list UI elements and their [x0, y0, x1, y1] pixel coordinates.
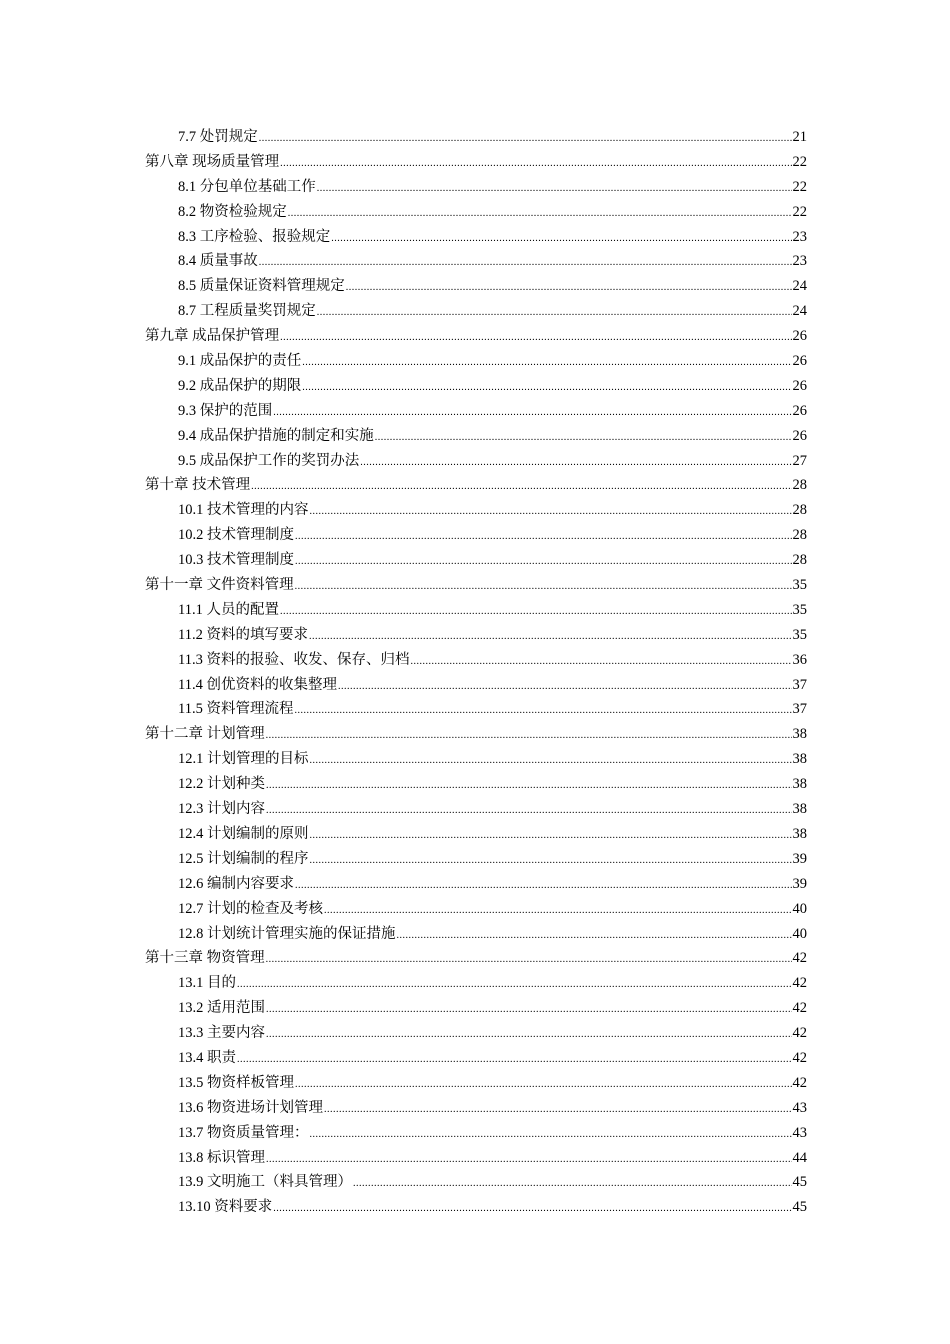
toc-section-entry[interactable] [145, 796, 807, 821]
toc-section-entry[interactable] [145, 970, 807, 995]
toc-entry-page-number: 45 [792, 1174, 807, 1191]
toc-entry-page-number: 38 [792, 726, 807, 743]
toc-dot-leader [310, 1120, 792, 1145]
toc-section-entry[interactable] [145, 298, 807, 323]
toc-entry-page-number: 28 [792, 477, 807, 494]
toc-entry-page-number: 35 [792, 626, 807, 643]
toc-section-entry[interactable] [145, 921, 807, 946]
toc-entry-page-number: 24 [792, 303, 807, 320]
toc-dot-leader [331, 224, 791, 249]
toc-section-entry[interactable] [145, 224, 807, 249]
toc-dot-leader [273, 1194, 791, 1219]
toc-dot-leader [310, 497, 792, 522]
toc-entry-page-number: 42 [792, 1000, 807, 1017]
toc-section-entry[interactable] [145, 1145, 807, 1170]
toc-entry-page-number: 36 [792, 651, 807, 668]
toc-entry-page-number: 42 [792, 1074, 807, 1091]
toc-entry-title: 12.1 计划管理的目标 [178, 751, 309, 768]
toc-dot-leader [266, 1020, 792, 1045]
toc-section-entry[interactable] [145, 1070, 807, 1095]
toc-entry-page-number: 45 [792, 1199, 807, 1216]
toc-entry-title: 12.2 计划种类 [178, 776, 265, 793]
toc-dot-leader [266, 995, 792, 1020]
toc-entry-title: 13.9 文明施工（料具管理） [178, 1174, 352, 1191]
table-of-contents [145, 124, 807, 1219]
toc-entry-title: 11.4 创优资料的收集整理 [178, 676, 337, 693]
toc-section-entry[interactable] [145, 1169, 807, 1194]
toc-section-entry[interactable] [145, 348, 807, 373]
toc-section-entry[interactable] [145, 1095, 807, 1120]
toc-entry-title: 9.2 成品保护的期限 [178, 377, 302, 394]
toc-entry-page-number: 38 [792, 825, 807, 842]
toc-entry-title: 第十三章 物资管理 [145, 950, 265, 967]
toc-section-entry[interactable] [145, 199, 807, 224]
toc-entry-title: 9.4 成品保护措施的制定和实施 [178, 427, 374, 444]
toc-entry-page-number: 23 [792, 228, 807, 245]
toc-section-entry[interactable] [145, 547, 807, 572]
toc-section-entry[interactable] [145, 423, 807, 448]
toc-chapter-entry[interactable] [145, 721, 807, 746]
toc-entry-page-number: 22 [792, 153, 807, 170]
toc-dot-leader [266, 796, 792, 821]
toc-entry-page-number: 24 [792, 278, 807, 295]
toc-section-entry[interactable] [145, 1120, 807, 1145]
toc-entry-title: 12.6 编制内容要求 [178, 875, 294, 892]
toc-entry-title: 9.5 成品保护工作的奖罚办法 [178, 452, 360, 469]
toc-entry-title: 12.5 计划编制的程序 [178, 850, 309, 867]
toc-entry-title: 12.4 计划编制的原则 [178, 825, 309, 842]
toc-entry-title: 第十二章 计划管理 [145, 726, 265, 743]
toc-chapter-entry[interactable] [145, 323, 807, 348]
toc-entry-title: 第十章 技术管理 [145, 477, 251, 494]
toc-entry-page-number: 22 [792, 203, 807, 220]
toc-entry-title: 第八章 现场质量管理 [145, 153, 280, 170]
toc-entry-title: 13.4 职责 [178, 1049, 236, 1066]
toc-entry-page-number: 26 [792, 402, 807, 419]
toc-entry-page-number: 26 [792, 377, 807, 394]
toc-entry-page-number: 37 [792, 701, 807, 718]
toc-section-entry[interactable] [145, 696, 807, 721]
toc-entry-page-number: 42 [792, 950, 807, 967]
toc-section-entry[interactable] [145, 1020, 807, 1045]
toc-section-entry[interactable] [145, 522, 807, 547]
toc-entry-page-number: 37 [792, 676, 807, 693]
toc-entry-page-number: 35 [792, 577, 807, 594]
toc-entry-title: 13.6 物资进场计划管理 [178, 1099, 323, 1116]
toc-entry-title: 10.3 技术管理制度 [178, 552, 294, 569]
toc-dot-leader [273, 398, 791, 423]
toc-section-entry[interactable] [145, 448, 807, 473]
toc-dot-leader [237, 970, 792, 995]
toc-dot-leader [295, 871, 792, 896]
toc-dot-leader [295, 572, 792, 597]
toc-section-entry[interactable] [145, 896, 807, 921]
toc-dot-leader [280, 597, 792, 622]
toc-section-entry[interactable] [145, 373, 807, 398]
toc-dot-leader [302, 348, 791, 373]
toc-dot-leader [324, 896, 792, 921]
toc-dot-leader [280, 323, 791, 348]
toc-dot-leader [237, 1045, 792, 1070]
toc-dot-leader [259, 248, 792, 273]
toc-dot-leader [317, 298, 792, 323]
toc-entry-page-number: 38 [792, 776, 807, 793]
toc-dot-leader [266, 771, 792, 796]
toc-dot-leader [266, 721, 792, 746]
toc-dot-leader [259, 124, 792, 149]
toc-entry-title: 12.8 计划统计管理实施的保证措施 [178, 925, 396, 942]
toc-section-entry[interactable] [145, 995, 807, 1020]
toc-entry-title: 8.5 质量保证资料管理规定 [178, 278, 345, 295]
toc-entry-title: 9.3 保护的范围 [178, 402, 273, 419]
toc-entry-page-number: 26 [792, 353, 807, 370]
toc-entry-title: 13.10 资料要求 [178, 1199, 273, 1216]
toc-entry-title: 8.3 工序检验、报验规定 [178, 228, 331, 245]
toc-section-entry[interactable] [145, 174, 807, 199]
toc-section-entry[interactable] [145, 821, 807, 846]
toc-section-entry[interactable] [145, 871, 807, 896]
toc-dot-leader [295, 547, 792, 572]
toc-entry-title: 8.7 工程质量奖罚规定 [178, 303, 316, 320]
toc-dot-leader [310, 821, 792, 846]
toc-entry-page-number: 28 [792, 502, 807, 519]
toc-chapter-entry[interactable] [145, 945, 807, 970]
toc-entry-page-number: 42 [792, 1025, 807, 1042]
toc-entry-title: 9.1 成品保护的责任 [178, 353, 302, 370]
toc-entry-page-number: 27 [792, 452, 807, 469]
toc-section-entry[interactable] [145, 248, 807, 273]
toc-dot-leader [397, 921, 792, 946]
toc-dot-leader [353, 1169, 792, 1194]
toc-entry-page-number: 38 [792, 801, 807, 818]
toc-entry-page-number: 23 [792, 253, 807, 270]
toc-dot-leader [295, 1070, 792, 1095]
toc-section-entry[interactable] [145, 273, 807, 298]
toc-entry-page-number: 40 [792, 925, 807, 942]
toc-entry-page-number: 42 [792, 1049, 807, 1066]
toc-dot-leader [294, 696, 791, 721]
toc-dot-leader [310, 846, 792, 871]
toc-entry-page-number: 35 [792, 601, 807, 618]
toc-entry-title: 10.2 技术管理制度 [178, 527, 294, 544]
toc-entry-title: 12.3 计划内容 [178, 801, 265, 818]
toc-entry-title: 第九章 成品保护管理 [145, 328, 280, 345]
toc-dot-leader [309, 622, 792, 647]
toc-section-entry[interactable] [145, 771, 807, 796]
toc-dot-leader [280, 149, 791, 174]
toc-entry-title: 13.8 标识管理 [178, 1149, 265, 1166]
toc-dot-leader [251, 472, 791, 497]
toc-entry-title: 8.2 物资检验规定 [178, 203, 287, 220]
toc-entry-page-number: 21 [792, 129, 807, 145]
toc-section-entry[interactable] [145, 124, 807, 149]
toc-dot-leader [266, 1145, 792, 1170]
toc-entry-title: 13.1 目的 [178, 975, 236, 992]
toc-entry-title: 第十一章 文件资料管理 [145, 577, 294, 594]
toc-dot-leader [288, 199, 792, 224]
toc-dot-leader [346, 273, 792, 298]
toc-section-entry[interactable] [145, 672, 807, 697]
toc-section-entry[interactable] [145, 1045, 807, 1070]
toc-entry-title: 11.1 人员的配置 [178, 601, 279, 618]
toc-dot-leader [266, 945, 792, 970]
toc-dot-leader [295, 522, 792, 547]
toc-entry-title: 11.3 资料的报验、收发、保存、归档 [178, 651, 410, 668]
toc-entry-title: 8.4 质量事故 [178, 253, 258, 270]
toc-dot-leader [324, 1095, 792, 1120]
toc-chapter-entry[interactable] [145, 572, 807, 597]
toc-entry-title: 7.7 处罚规定 [178, 129, 258, 145]
toc-section-entry[interactable] [145, 746, 807, 771]
toc-entry-page-number: 42 [792, 975, 807, 992]
toc-entry-title: 13.3 主要内容 [178, 1025, 265, 1042]
toc-section-entry[interactable] [145, 647, 807, 672]
toc-entry-page-number: 28 [792, 527, 807, 544]
toc-section-entry[interactable] [145, 597, 807, 622]
toc-chapter-entry[interactable] [145, 149, 807, 174]
toc-section-entry[interactable] [145, 622, 807, 647]
toc-entry-page-number: 38 [792, 751, 807, 768]
toc-entry-title: 13.5 物资样板管理 [178, 1074, 294, 1091]
toc-dot-leader [338, 672, 792, 697]
toc-entry-page-number: 43 [792, 1099, 807, 1116]
toc-entry-page-number: 26 [792, 427, 807, 444]
toc-entry-title: 11.2 资料的填写要求 [178, 626, 308, 643]
toc-entry-page-number: 44 [792, 1149, 807, 1166]
toc-entry-title: 10.1 技术管理的内容 [178, 502, 309, 519]
toc-entry-page-number: 40 [792, 900, 807, 917]
toc-entry-page-number: 22 [792, 178, 807, 195]
toc-dot-leader [375, 423, 792, 448]
toc-section-entry[interactable] [145, 1194, 807, 1219]
toc-entry-page-number: 28 [792, 552, 807, 569]
toc-entry-title: 11.5 资料管理流程 [178, 701, 294, 718]
toc-dot-leader [410, 647, 791, 672]
toc-dot-leader [360, 448, 791, 473]
toc-dot-leader [317, 174, 792, 199]
toc-dot-leader [302, 373, 791, 398]
toc-entry-page-number: 39 [792, 850, 807, 867]
toc-entry-title: 12.7 计划的检查及考核 [178, 900, 323, 917]
toc-dot-leader [310, 746, 792, 771]
toc-entry-page-number: 26 [792, 328, 807, 345]
toc-chapter-entry[interactable] [145, 472, 807, 497]
toc-entry-title: 13.7 物资质量管理： [178, 1124, 309, 1141]
toc-section-entry[interactable] [145, 846, 807, 871]
toc-entry-title: 13.2 适用范围 [178, 1000, 265, 1017]
toc-entry-page-number: 39 [792, 875, 807, 892]
toc-section-entry[interactable] [145, 497, 807, 522]
toc-section-entry[interactable] [145, 398, 807, 423]
toc-entry-title: 8.1 分包单位基础工作 [178, 178, 316, 195]
toc-entry-page-number: 43 [792, 1124, 807, 1141]
